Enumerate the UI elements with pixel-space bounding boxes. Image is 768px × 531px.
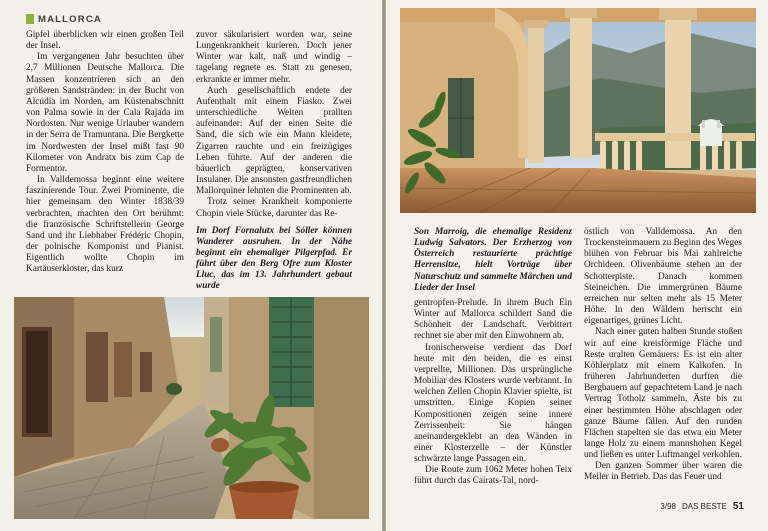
paragraph: Die Route zum 1062 Meter hohen Teix führt durch das Cairats-Tal, nord- — [414, 465, 572, 487]
section-label-text: MALLORCA — [38, 13, 102, 25]
page-folio — [660, 501, 744, 512]
paragraph: Auch gesellschaftlich endete der Aufenthalt mit einem Fiasko. Zwei unterschiedliche Welten prallten aufeinander: Auf der einen Seite die Sand, die sich wie ein Mann kleidete, Zigarren rauchte und ein freizügiges Leben führte. Auf der anderen die bäuerlich geprägten, konservativen Insulaner. Die ansonsten gastfreundlichen Mallorquiner lehnten die Prominenten ab. — [196, 85, 352, 197]
paragraph: östlich von Valldemossa. An den Trockensteinmauern zu Beginn des Weges blühen von Februar bis Mai zahlreiche Orchideen. Olivenbäume stehen an der Schotterpiste. Danach kommen Steineichen. Die immergrünen Bäume erreichen nur selten mehr als 15 Meter Höhe. In den Wäldern herrscht ein eigenartiges, grünes Licht. — [584, 227, 742, 327]
section-marker — [26, 14, 34, 24]
son-marroig-terrace-illustration — [400, 8, 756, 213]
paragraph: Trotz seiner Krankheit komponierte Chopin viele Stücke, darunter das Re- — [196, 197, 352, 219]
section-label — [26, 13, 102, 25]
paragraph: Ironischerweise verdient das Dorf heute mit den beiden, die es einst verprellte, Millionen. Das ursprüngliche Mobiliar des Klosters wurde verbrannt. In welchen Zellen Chopin Klavier spielte, ist umstritten. Einige Kopien seiner Kompositionen zeigen seine innere Zerrissenheit: Sie hängen aneinandergeklebt an den Wänden in einer Klosterzelle – der Künstler schwärzte lange Passagen ein. — [414, 342, 572, 465]
street-photo — [14, 297, 369, 519]
left-text-column-1 — [26, 30, 184, 275]
paragraph: gentropfen-Prelude. In ihrem Buch Ein Winter auf Mallorca schildert Sand die Schönheit der Landschaft. Verbittert rechnet sie aber mit den Einwohnern ab. — [414, 297, 572, 342]
page-number: 51 — [732, 501, 744, 512]
photo-caption-left: Im Dorf Fornalutx bei Sóller können Wanderer ausruhen. In der Nähe beginnt ein ehemaliger Pilgerpfad. Er führt über den Berg Ofre zum Kloster Lluc, das im 13. Jahrhundert gebaut wurde — [196, 225, 352, 292]
paragraph: zuvor säkularisiert worden war, seine Lungenkrankheit kurieren. Doch jener Winter war kalt, naß und windig – tagelang regnete es. Statt zu genesen, erkrankte er immer mehr. — [196, 30, 352, 85]
magazine-name: DAS BESTE — [681, 502, 727, 511]
paragraph: Den ganzen Sommer über waren die Meiler in Betrieb. Das das Feuer und — [584, 461, 742, 483]
right-text-column-2 — [584, 227, 742, 484]
paragraph: Im vergangenen Jahr besuchten über 2,7 Millionen Deutsche Mallorca. Die Massen konzentrieren sich an den größeren Sandstränden: in der Bucht von Alcúdia im Norden, am Küstenabschnitt von Palma sowie in der Cala Rajada im Nordosten. Nur wenige Urlauber wandern in der Serra de Tramuntana. Die Bergkette im Nordwesten der Insel mißt fast 90 Kilometer von Andratx bis zum Cap de Formentor. — [26, 52, 184, 174]
left-page — [0, 0, 382, 531]
right-text-column-1 — [414, 227, 572, 488]
paragraph: Nach einer guten halben Stunde stoßen wir auf eine kreisförmige Fläche und Reste uralten Gemäuers: Es ist ein alter Köhlerplatz mit einem Kalkofen. In früheren Jahrhunderten durften die Bergbauern auf gepachtetem Land je nach Vertrag Totholz sammeln, Äste bis zu einer bestimmten Höhe abschlagen oder ganze Bäume fällen. Auf den runden Flächen stapelten sie das etwa ein Meter lange Holz zu einem mannshohen Kegel und ließen es unter Luftmangel verkohlen. — [584, 327, 742, 461]
terrace-photo — [400, 8, 756, 213]
photo-caption-right: Son Marroig, die ehemalige Residenz Ludwig Salvators. Der Erzherzog von Österreich restaurierte prächtige Herrensitze, hielt Vorträge über Naturschutz und sammelte Märchen und Lieder der Insel — [414, 227, 572, 293]
left-text-column-2 — [196, 30, 352, 293]
paragraph: Gipfel überblicken wir einen großen Teil der Insel. — [26, 30, 184, 52]
paragraph: In Valldemossa beginnt eine weitere faszinierende Tour. Zwei Prominente, die hier gemeinsam den Winter 1838/39 verbrachten, machten den Ort berühmt: die französische Schriftstellerin George Sand und ihr Liebhaber Frédéric Chopin, der polnische Komponist und Pianist. Eigentlich wollte Chopin im Kartäuserkloster, das kurz — [26, 175, 184, 275]
fornalutx-street-illustration — [14, 297, 369, 519]
issue-number: 3/98 — [660, 502, 676, 511]
